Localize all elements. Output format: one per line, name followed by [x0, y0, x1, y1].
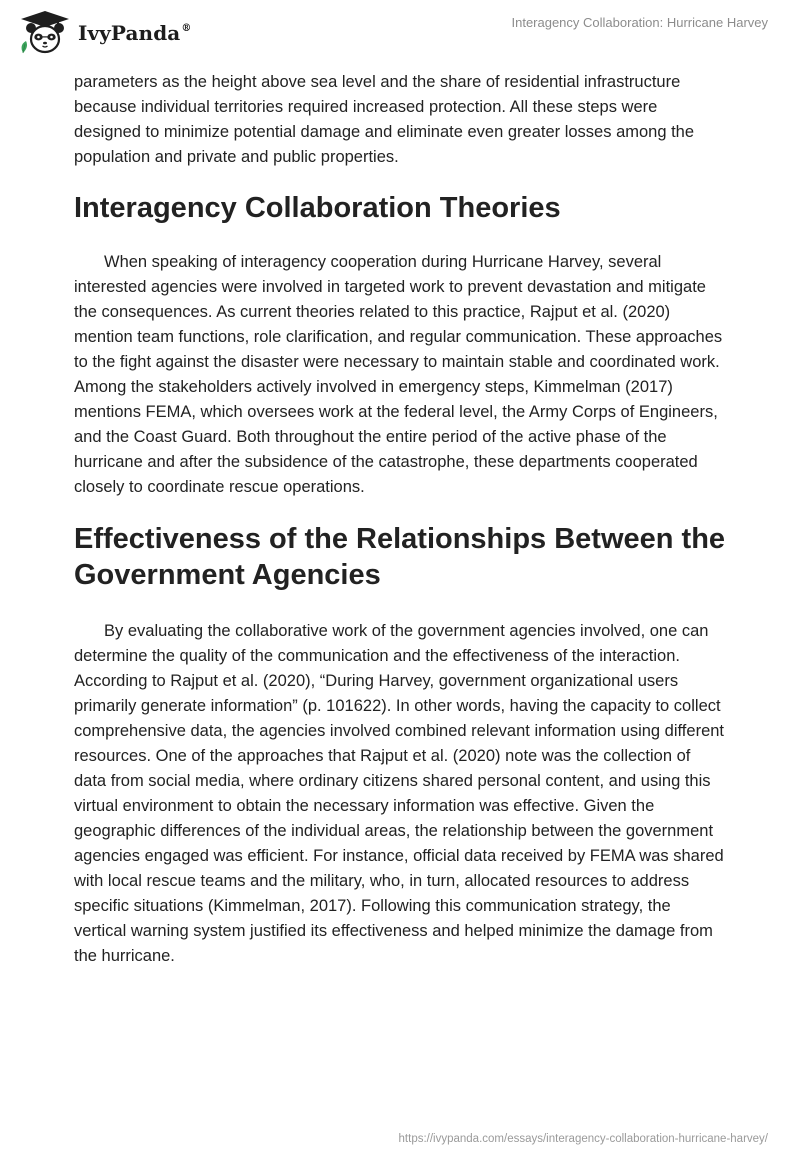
registered-mark: ®: [181, 23, 192, 34]
panda-graduate-logo-icon: [17, 9, 73, 57]
section-paragraph-effectiveness: By evaluating the collaborative work of the government agencies involved, one can determine the quality of the communication and the effectiveness of the interaction. According to Rajput et al. (2020), “During Harvey, government organizational users primarily generate information” (p. 101622). In other words, having the capacity to collect comprehensive data, the agencies involved combined relevant information using different resources. One of the approaches that Rajput et al. (2020) note was the collection of data from social media, where ordinary citizens shared personal content, and using this virtual environment to obtain the necessary information was effective. Given the geographic differences of the individual areas, the relationship between the government agencies engaged was efficient. For instance, official data received by FEMA was shared with local rescue teams and the military, who, in turn, allocated resources to address specific situations (Kimmelman, 2017). Following this communication strategy, the vertical warning system justified its effectiveness and helped minimize the damage from the hurricane.: [74, 622, 725, 965]
document-title: Interagency Collaboration: Hurricane Harvey: [511, 15, 768, 30]
intro-paragraph: parameters as the height above sea level and the share of residential infrastructure because individual territories required increased protection. All these steps were designed to minimize potential damage and eliminate even greater losses among the population and private and public properties.: [74, 73, 695, 166]
section-heading-effectiveness: Effectiveness of the Relationships Between the Government Agencies: [74, 523, 726, 591]
source-url[interactable]: https://ivypanda.com/essays/interagency-collaboration-hurricane-harvey/: [398, 1133, 768, 1145]
brand-name: IvyPanda®: [78, 21, 192, 45]
essay-content: [74, 70, 726, 969]
section-paragraph-theories: When speaking of interagency cooperation during Hurricane Harvey, several interested agencies were involved in targeted work to prevent devastation and mitigate the consequences. As current theories related to this practice, Rajput et al. (2020) mention team functions, role clarification, and regular communication. These approaches to the fight against the disaster were necessary to maintain stable and coordinated work. Among the stakeholders actively involved in emergency steps, Kimmelman (2017) mentions FEMA, which oversees work at the federal level, the Army Corps of Engineers, and the Coast Guard. Both throughout the entire period of the active phase of the hurricane and after the subsidence of the catastrophe, these departments cooperated closely to coordinate rescue operations.: [74, 253, 723, 496]
section-heading-theories: Interagency Collaboration Theories: [74, 192, 561, 224]
site-logo[interactable]: [17, 9, 191, 57]
